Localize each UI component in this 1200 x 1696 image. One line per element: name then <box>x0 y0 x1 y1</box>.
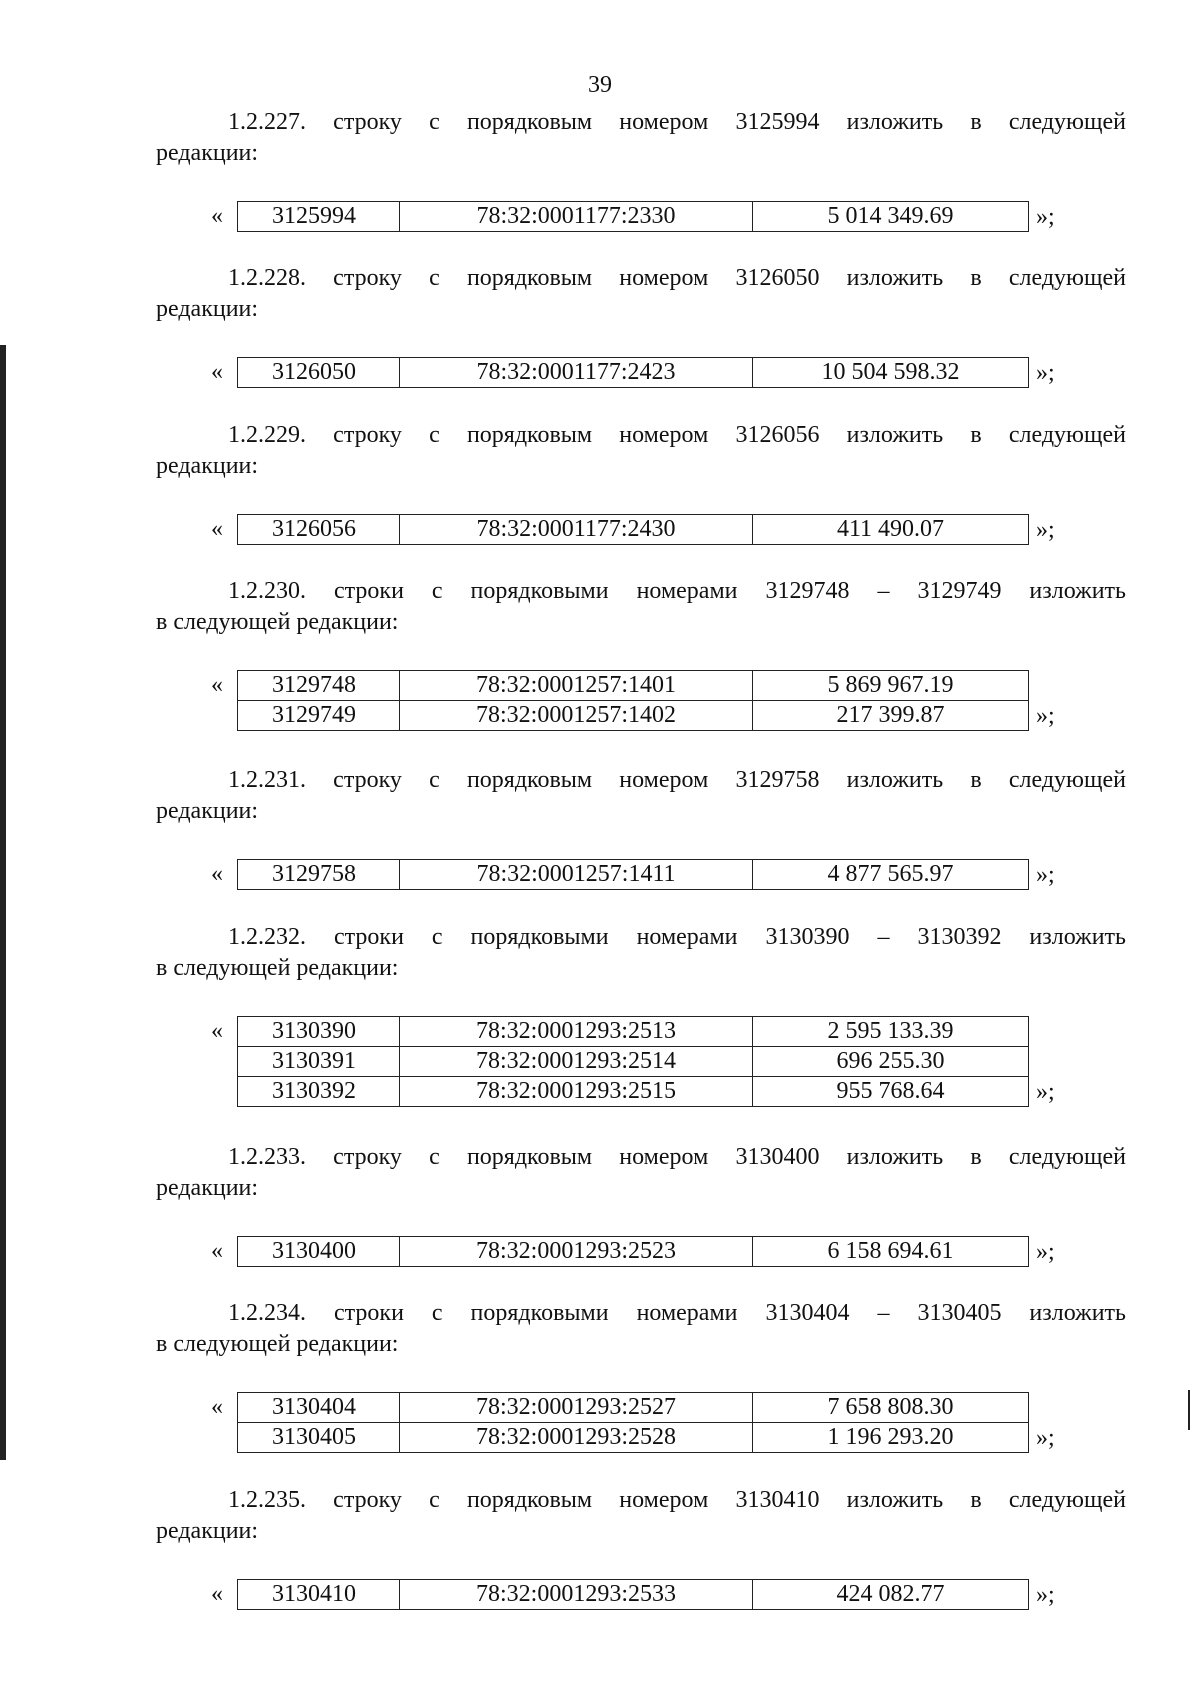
paragraph-word: 3130390 <box>765 924 850 950</box>
row-number-cell: 3130391 <box>238 1047 400 1077</box>
paragraph-word: номером <box>619 1144 709 1170</box>
replacement-table <box>237 201 1029 232</box>
paragraph-word: номером <box>619 109 709 135</box>
replacement-table <box>237 859 1029 890</box>
paragraph-word: – <box>877 578 890 604</box>
paragraph-word: номером <box>619 1487 709 1513</box>
opening-quote: « <box>211 359 223 385</box>
paragraph-first-line <box>156 765 1126 796</box>
replacement-block <box>156 1016 1126 1107</box>
row-number-cell: 3130410 <box>238 1580 400 1610</box>
paragraph-word: порядковыми <box>470 924 609 950</box>
paragraph-word: 3130405 <box>917 1300 1002 1326</box>
paragraph-word: 1.2.233. <box>228 1144 306 1170</box>
replacement-table <box>237 1016 1029 1107</box>
paragraph-word: строки <box>333 578 404 604</box>
scan-edge-mark <box>0 345 6 1460</box>
opening-quote: « <box>211 672 223 698</box>
cadastral-number-cell: 78:32:0001293:2533 <box>400 1580 753 1610</box>
value-cell: 4 877 565.97 <box>753 860 1029 890</box>
replacement-block <box>156 1236 1126 1267</box>
replacement-table <box>237 357 1029 388</box>
paragraph-word: 3126056 <box>735 422 820 448</box>
row-number-cell: 3130392 <box>238 1077 400 1107</box>
row-number-cell: 3130405 <box>238 1423 400 1453</box>
paragraph-word: порядковым <box>466 109 593 135</box>
paragraph-second-line: в следующей редакции: <box>156 609 399 635</box>
paragraph-word: следующей <box>1008 109 1126 135</box>
paragraph-word: строку <box>333 109 402 135</box>
paragraph-word: следующей <box>1008 265 1126 291</box>
replacement-block <box>156 357 1126 388</box>
cadastral-number-cell: 78:32:0001293:2514 <box>400 1047 753 1077</box>
paragraph-word: в <box>970 265 982 291</box>
scan-edge-mark <box>1188 1390 1190 1430</box>
paragraph-word: 1.2.232. <box>228 924 306 950</box>
amendment-paragraph <box>156 107 1126 169</box>
paragraph-word: с <box>429 767 440 793</box>
value-cell: 7 658 808.30 <box>753 1393 1029 1423</box>
paragraph-word: 1.2.231. <box>228 767 306 793</box>
replacement-block <box>156 1392 1126 1453</box>
cadastral-number-cell: 78:32:0001177:2423 <box>400 358 753 388</box>
replacement-block <box>156 514 1126 545</box>
paragraph-word: строку <box>333 1487 402 1513</box>
closing-quote: »; <box>1036 1582 1055 1608</box>
paragraph-first-line <box>156 263 1126 294</box>
row-number-cell: 3130390 <box>238 1017 400 1047</box>
paragraph-second-line: редакции: <box>156 798 259 824</box>
opening-quote: « <box>211 861 223 887</box>
closing-quote: »; <box>1036 862 1055 888</box>
table-row <box>238 860 1029 890</box>
opening-quote: « <box>211 1018 223 1044</box>
value-cell: 217 399.87 <box>753 701 1029 731</box>
replacement-table <box>237 1392 1029 1453</box>
paragraph-first-line <box>156 922 1126 953</box>
cadastral-number-cell: 78:32:0001293:2515 <box>400 1077 753 1107</box>
paragraph-word: порядковыми <box>470 578 609 604</box>
paragraph-word: изложить <box>846 265 944 291</box>
paragraph-word: 3129749 <box>917 578 1002 604</box>
closing-quote: »; <box>1036 360 1055 386</box>
table-row <box>238 1580 1029 1610</box>
paragraph-word: 1.2.230. <box>228 578 306 604</box>
paragraph-word: строку <box>333 265 402 291</box>
paragraph-word: порядковым <box>466 265 593 291</box>
amendment-section <box>156 765 1126 890</box>
paragraph-word: изложить <box>846 422 944 448</box>
replacement-block <box>156 1579 1126 1610</box>
cadastral-number-cell: 78:32:0001293:2527 <box>400 1393 753 1423</box>
paragraph-second-line: редакции: <box>156 1175 259 1201</box>
paragraph-word: с <box>429 1487 440 1513</box>
paragraph-word: порядковым <box>466 767 593 793</box>
paragraph-word: изложить <box>846 109 944 135</box>
table-row <box>238 1393 1029 1423</box>
paragraph-word: с <box>431 1300 443 1326</box>
paragraph-word: номером <box>619 767 709 793</box>
paragraph-word: 1.2.235. <box>228 1487 306 1513</box>
row-number-cell: 3126050 <box>238 358 400 388</box>
closing-quote: »; <box>1036 1425 1055 1451</box>
paragraph-word: строки <box>333 924 404 950</box>
closing-quote: »; <box>1036 1079 1055 1105</box>
table-row <box>238 701 1029 731</box>
opening-quote: « <box>211 516 223 542</box>
replacement-block <box>156 670 1126 731</box>
row-number-cell: 3129758 <box>238 860 400 890</box>
paragraph-second-line: редакции: <box>156 1518 259 1544</box>
amendment-section <box>156 263 1126 388</box>
paragraph-word: номерами <box>636 924 738 950</box>
opening-quote: « <box>211 1238 223 1264</box>
table-row <box>238 1237 1029 1267</box>
paragraph-word: 3126050 <box>735 265 820 291</box>
closing-quote: »; <box>1036 204 1055 230</box>
replacement-block <box>156 201 1126 232</box>
paragraph-word: порядковым <box>466 1144 593 1170</box>
cadastral-number-cell: 78:32:0001257:1411 <box>400 860 753 890</box>
paragraph-word: в <box>970 767 982 793</box>
value-cell: 411 490.07 <box>753 515 1029 545</box>
value-cell: 2 595 133.39 <box>753 1017 1029 1047</box>
amendment-paragraph <box>156 1142 1126 1204</box>
paragraph-word: изложить <box>1029 578 1126 604</box>
replacement-table <box>237 1236 1029 1267</box>
page-number: 39 <box>588 72 612 98</box>
paragraph-word: номерами <box>636 1300 738 1326</box>
paragraph-word: порядковыми <box>470 1300 609 1326</box>
paragraph-word: изложить <box>846 767 944 793</box>
paragraph-second-line: редакции: <box>156 140 259 166</box>
paragraph-word: 3130404 <box>765 1300 850 1326</box>
replacement-table <box>237 514 1029 545</box>
paragraph-word: 3125994 <box>735 109 820 135</box>
paragraph-word: номером <box>619 265 709 291</box>
table-row <box>238 1047 1029 1077</box>
paragraph-word: с <box>429 422 440 448</box>
closing-quote: »; <box>1036 703 1055 729</box>
paragraph-word: – <box>877 1300 890 1326</box>
value-cell: 424 082.77 <box>753 1580 1029 1610</box>
amendment-paragraph <box>156 1298 1126 1360</box>
amendment-section <box>156 420 1126 545</box>
paragraph-second-line: редакции: <box>156 453 259 479</box>
paragraph-word: 1.2.229. <box>228 422 306 448</box>
amendment-section <box>156 1485 1126 1610</box>
paragraph-second-line: в следующей редакции: <box>156 1331 399 1357</box>
paragraph-first-line <box>156 1142 1126 1173</box>
table-row <box>238 1423 1029 1453</box>
paragraph-word: 3130410 <box>735 1487 820 1513</box>
paragraph-word: 3130392 <box>917 924 1002 950</box>
table-row <box>238 1077 1029 1107</box>
paragraph-word: с <box>429 109 440 135</box>
value-cell: 10 504 598.32 <box>753 358 1029 388</box>
paragraph-word: с <box>429 265 440 291</box>
paragraph-word: – <box>877 924 890 950</box>
cadastral-number-cell: 78:32:0001177:2430 <box>400 515 753 545</box>
cadastral-number-cell: 78:32:0001293:2528 <box>400 1423 753 1453</box>
opening-quote: « <box>211 1394 223 1420</box>
paragraph-word: изложить <box>846 1487 944 1513</box>
paragraph-word: изложить <box>1029 924 1126 950</box>
amendment-section <box>156 576 1126 731</box>
paragraph-word: строку <box>333 767 402 793</box>
amendment-paragraph <box>156 576 1126 638</box>
paragraph-first-line <box>156 420 1126 451</box>
amendment-paragraph <box>156 263 1126 325</box>
paragraph-first-line <box>156 1485 1126 1516</box>
paragraph-first-line <box>156 1298 1126 1329</box>
paragraph-word: следующей <box>1008 1487 1126 1513</box>
paragraph-second-line: редакции: <box>156 296 259 322</box>
paragraph-word: порядковым <box>466 422 593 448</box>
row-number-cell: 3130400 <box>238 1237 400 1267</box>
opening-quote: « <box>211 203 223 229</box>
row-number-cell: 3130404 <box>238 1393 400 1423</box>
amendment-section <box>156 1142 1126 1267</box>
cadastral-number-cell: 78:32:0001177:2330 <box>400 202 753 232</box>
paragraph-word: 3130400 <box>735 1144 820 1170</box>
row-number-cell: 3129749 <box>238 701 400 731</box>
row-number-cell: 3126056 <box>238 515 400 545</box>
paragraph-word: следующей <box>1008 422 1126 448</box>
cadastral-number-cell: 78:32:0001257:1401 <box>400 671 753 701</box>
paragraph-word: строки <box>333 1300 404 1326</box>
paragraph-word: с <box>429 1144 440 1170</box>
amendment-section <box>156 107 1126 232</box>
table-row <box>238 515 1029 545</box>
paragraph-word: 3129748 <box>765 578 850 604</box>
amendment-section <box>156 922 1126 1107</box>
paragraph-word: в <box>970 109 982 135</box>
amendment-paragraph <box>156 922 1126 984</box>
paragraph-word: строку <box>333 1144 402 1170</box>
replacement-table <box>237 1579 1029 1610</box>
paragraph-first-line <box>156 576 1126 607</box>
paragraph-word: 1.2.227. <box>228 109 306 135</box>
paragraph-word: 3129758 <box>735 767 820 793</box>
paragraph-second-line: в следующей редакции: <box>156 955 399 981</box>
cadastral-number-cell: 78:32:0001293:2523 <box>400 1237 753 1267</box>
amendment-paragraph <box>156 1485 1126 1547</box>
paragraph-word: порядковым <box>466 1487 593 1513</box>
value-cell: 5 869 967.19 <box>753 671 1029 701</box>
paragraph-word: в <box>970 1144 982 1170</box>
amendment-section <box>156 1298 1126 1453</box>
paragraph-word: изложить <box>1029 1300 1126 1326</box>
paragraph-word: следующей <box>1008 767 1126 793</box>
paragraph-word: с <box>431 924 443 950</box>
opening-quote: « <box>211 1581 223 1607</box>
amendment-paragraph <box>156 765 1126 827</box>
value-cell: 1 196 293.20 <box>753 1423 1029 1453</box>
value-cell: 6 158 694.61 <box>753 1237 1029 1267</box>
table-row <box>238 1017 1029 1047</box>
paragraph-word: 1.2.234. <box>228 1300 306 1326</box>
replacement-block <box>156 859 1126 890</box>
table-row <box>238 202 1029 232</box>
paragraph-word: с <box>431 578 443 604</box>
paragraph-word: 1.2.228. <box>228 265 306 291</box>
cadastral-number-cell: 78:32:0001293:2513 <box>400 1017 753 1047</box>
value-cell: 696 255.30 <box>753 1047 1029 1077</box>
paragraph-word: следующей <box>1008 1144 1126 1170</box>
paragraph-word: номером <box>619 422 709 448</box>
paragraph-word: изложить <box>846 1144 944 1170</box>
table-row <box>238 358 1029 388</box>
paragraph-word: в <box>970 1487 982 1513</box>
value-cell: 955 768.64 <box>753 1077 1029 1107</box>
cadastral-number-cell: 78:32:0001257:1402 <box>400 701 753 731</box>
paragraph-word: в <box>970 422 982 448</box>
closing-quote: »; <box>1036 517 1055 543</box>
paragraph-word: строку <box>333 422 402 448</box>
row-number-cell: 3125994 <box>238 202 400 232</box>
closing-quote: »; <box>1036 1239 1055 1265</box>
replacement-table <box>237 670 1029 731</box>
table-row <box>238 671 1029 701</box>
paragraph-word: номерами <box>636 578 738 604</box>
row-number-cell: 3129748 <box>238 671 400 701</box>
amendment-paragraph <box>156 420 1126 482</box>
value-cell: 5 014 349.69 <box>753 202 1029 232</box>
paragraph-first-line <box>156 107 1126 138</box>
